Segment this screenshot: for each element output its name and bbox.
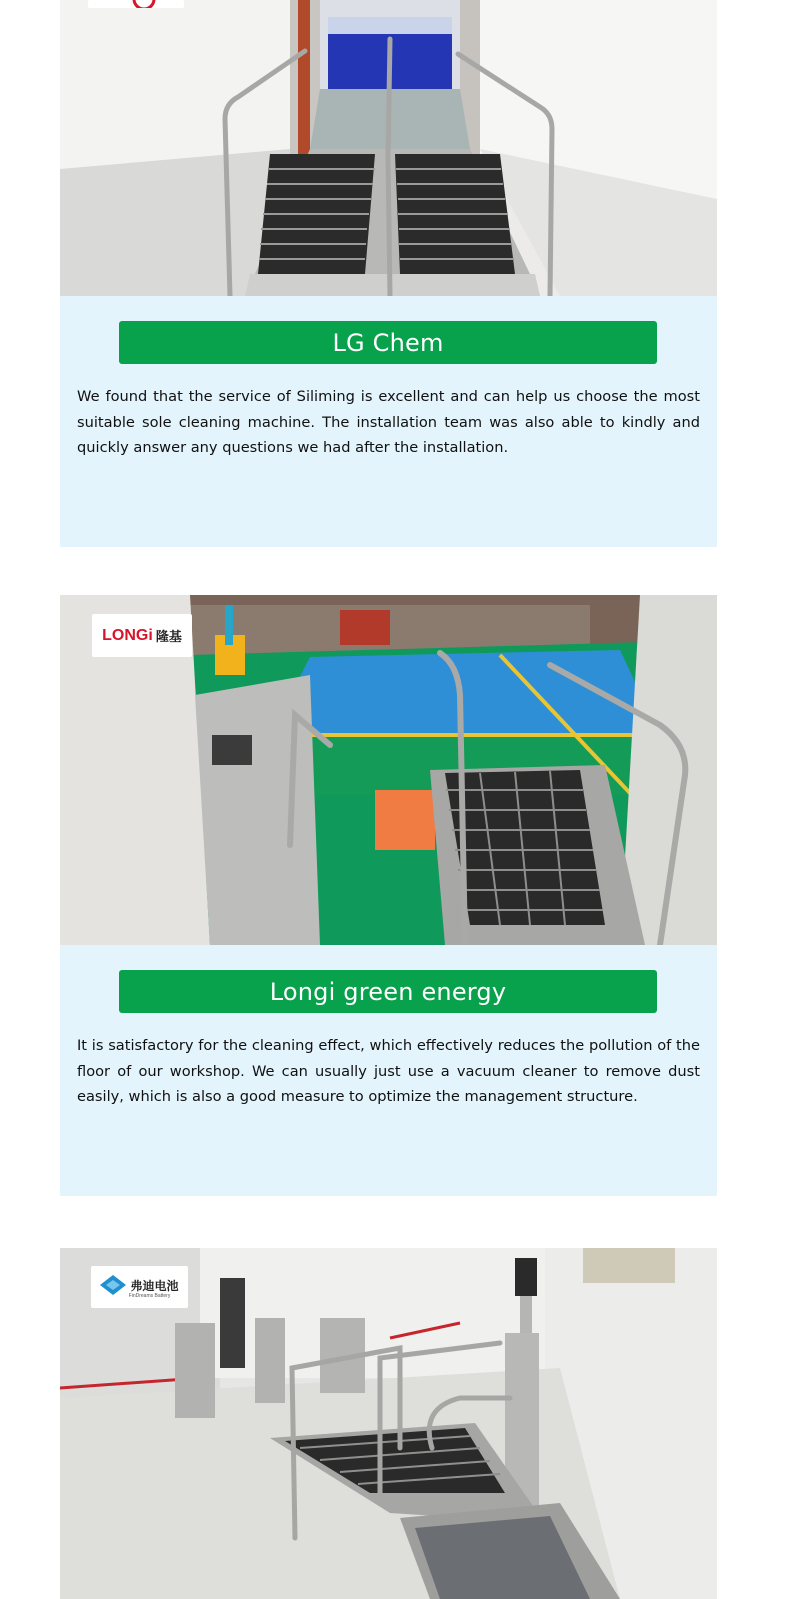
company-logo-longi: [92, 614, 192, 657]
testimonial-text: It is satisfactory for the cleaning effect, which effectively reduces the pollution of the floor of our workshop. We can usually just use a vacuum cleaner to remove dust easily, which is also a good measure to optimize the management structure.: [77, 1037, 700, 1106]
findreams-diamond-icon: [100, 1275, 126, 1295]
testimonial-text: We found that the service of Siliming is excellent and can help us choose the most suitable sole cleaning machine. The installation team was also able to kindly and quickly answer any questions we had after the installation.: [77, 388, 700, 457]
testimonial-panel: [60, 945, 717, 1196]
company-logo-findreams: [91, 1266, 188, 1308]
findreams-cn-text: 弗迪电池: [130, 1278, 179, 1293]
testimonial-card-longi: [60, 595, 717, 1196]
company-logo-lg-chem: [88, 0, 184, 8]
longi-brand-text: LONGi: [102, 626, 153, 644]
company-title: Longi green energy: [119, 970, 657, 1013]
findreams-en-text: FinDreams Battery: [128, 1293, 171, 1299]
sole-cleaning-machine-photo: [60, 0, 717, 296]
longi-cn-text: 隆基: [155, 629, 182, 644]
testimonial-card-findreams: [60, 1248, 717, 1599]
company-title: LG Chem: [119, 321, 657, 364]
testimonial-panel: [60, 296, 717, 547]
testimonial-card-lg-chem: [60, 0, 717, 547]
